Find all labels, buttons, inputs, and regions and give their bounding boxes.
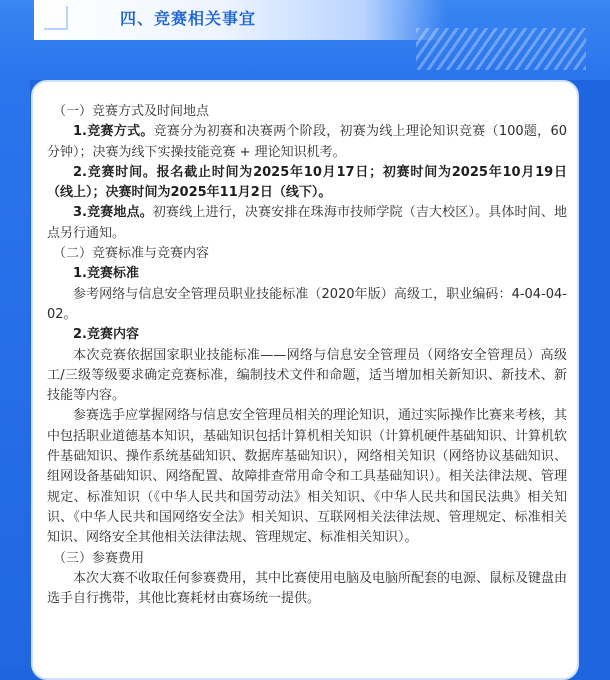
item-label: 3.竞赛地点。 [73,205,153,221]
subsection-heading: （一）竞赛方式及时间地点 [53,104,210,119]
item-heading-text: 1.竞赛标准 [73,266,139,282]
item-heading [47,325,567,345]
item-heading-text: 2.竞赛内容 [73,327,139,343]
item-text: 竞赛分为初赛和决赛两个阶段，初赛为线上理论知识竞赛（100题，60分钟）；决赛为线下实操技能竞赛 + 理论知识机考。 [47,124,567,160]
subsection-heading: （二）竞赛标准与竞赛内容 [53,246,210,262]
paragraph-knowledge: 参赛选手应掌握网络与信息安全管理员相关的理论知识，通过实际操作比赛来考核，其中包括职业道德基本知识，基础知识包括计算机相关知识（计算机硬件基础知识、计算机软件基础知识、操作系统基础知识、数据库基础知识），网络相关知识（网络协议基础知识、组网设备基础知识、网络配置、故障排查常用命令和工具基础知识）。相关法律法规、管理规定、标准知识（《中华人民共和国劳动法》相关知识、《中华人民共和国民法典》相关知识、《中华人民共和国网络安全法》相关知识、互联网相关法律法规、管理规定、标准相关知识、网络安全其他相关法律法规、管理规定、标准相关知识）。 [47,408,568,546]
paragraph-content: 本次竞赛依据国家职业技能标准——网络与信息安全管理员（网络安全管理员）高级工/三级等级要求确定竞赛标准，编制技术文件和命题，适当增加相关新知识、新技术、新技能等内容。 [47,347,567,404]
corner-mark-icon [44,6,68,30]
paragraph-standard: 参考网络与信息安全管理员职业技能标准（2020年版）高级工，职业编码：4-04-04-02。 [47,286,567,322]
item-label: 2.竞赛时间。 [73,164,157,180]
paragraph-fees: 本次大赛不收取任何参赛费用，其中比赛使用电脑及电脑所配套的电源、鼠标及键盘由选手自行携带，其他比赛耗材由赛场统一提供。 [47,570,568,607]
paragraph-method [47,122,567,163]
item-heading [47,264,567,284]
document-body [47,102,567,609]
item-text-bold: 报名截止时间为2025年10月17日；初赛时间为2025年10月19日（线上）；决赛时间为2025年11月2日（线下）。 [47,164,567,201]
header-band [0,0,610,80]
section-title: 四、竞赛相关事宜 [120,9,257,28]
decorative-stripes [416,28,586,70]
subsection-heading: （三）参赛费用 [53,550,145,566]
item-label: 1.竞赛方式。 [73,124,154,140]
paragraph-time [47,163,567,204]
item-text: 初赛线上进行，决赛安排在珠海市技师学院（吉大校区）。具体时间、地点另行通知。 [47,205,567,241]
paragraph-location [47,203,567,244]
section-title-bar [34,0,446,40]
left-border [0,80,30,666]
